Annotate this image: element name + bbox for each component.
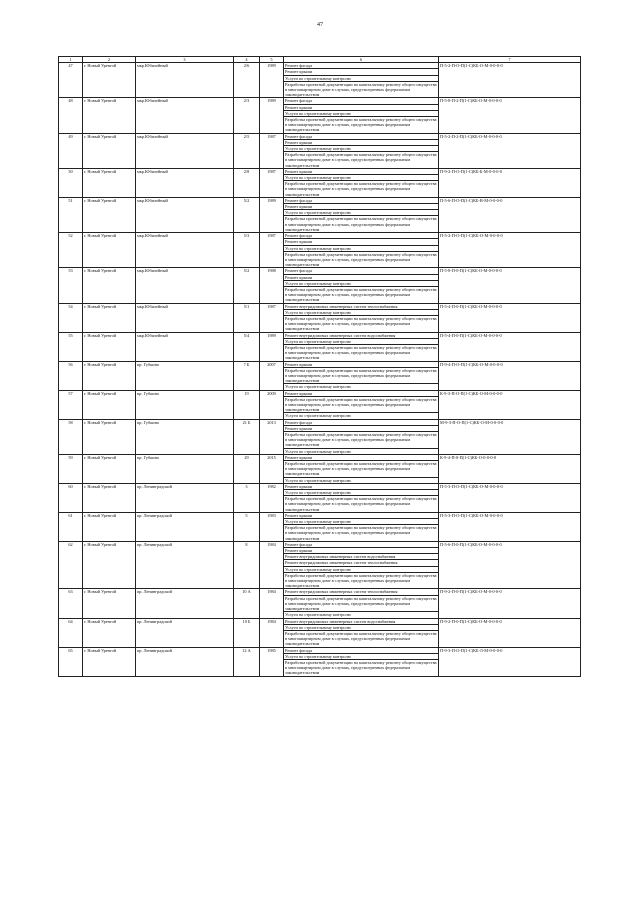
table-row: [59, 589, 581, 595]
column-header: 2: [83, 57, 136, 63]
year-cell: 1989: [260, 98, 284, 133]
work-type-cell: Разработка проектной документации на капитальному ремонту общего имущества в многоквартирном доме в случаях, предусмотренных федеральным законодательством: [285, 315, 437, 332]
code-cell: К-9-3-П-О-П(1-С)КБ-О-М-0-0-0-0: [439, 390, 581, 419]
work-type-cell: Услуги по строительному контролю: [284, 612, 439, 618]
work-type-cell: Ремонт крыши: [284, 69, 439, 75]
work-type-cell: Ремонт внутридомовых инженерных систем водоснабжения: [284, 618, 439, 624]
street-cell: пр. Губкина: [136, 454, 234, 483]
column-header: 3: [136, 57, 234, 63]
house-cell: 5/4: [234, 332, 260, 361]
work-type-cell: Услуги по строительному контролю: [284, 309, 439, 315]
work-type-cell: Разработка проектной документации на капитальному ремонту общего имущества в многоквартирном доме в случаях, предусмотренных федеральным законодательством: [285, 117, 437, 133]
house-cell: 19: [234, 390, 260, 419]
work-type-cell: Разработка проектной документации на капитальному ремонту общего имущества в многоквартирном доме в случаях, предусмотренных федеральным законодательством: [285, 286, 437, 303]
row-number: 47: [59, 63, 83, 98]
row-number: 49: [59, 133, 83, 168]
city-cell: г. Новый Уренгой: [83, 541, 136, 589]
row-number: 60: [59, 483, 83, 512]
city-cell: г. Новый Уренгой: [83, 618, 136, 647]
year-cell: 1982: [260, 483, 284, 512]
code-cell: П-9-2-П-О-П(1-С)КБ-Б-М-0-0-0-0: [439, 168, 581, 197]
work-type-cell: Услуги по строительному контролю: [284, 566, 439, 572]
page-number: 47: [317, 22, 323, 28]
code-cell: П-9-2-П-0-П(1-С)КБ-О-М-0-0-0-0: [439, 589, 581, 618]
row-number: 55: [59, 332, 83, 361]
column-header: 5: [260, 57, 284, 63]
house-cell: 7 Б: [234, 361, 260, 390]
house-cell: 10 А: [234, 589, 260, 618]
street-cell: мкр.Юбилейный: [136, 268, 234, 303]
column-header: 1: [59, 57, 83, 63]
work-type-cell: Ремонт крыши: [284, 239, 439, 245]
work-type-cell: Услуги по строительному контролю: [284, 490, 439, 496]
work-type-cell: Разработка проектной документации на капитальному ремонту общего имущества в многоквартирном доме в случаях, предусмотренных федеральным законодательством: [285, 595, 437, 612]
work-type-cell: Разработка проектной документации на капитальному ремонту общего имущества в многоквартирном доме в случаях, предусмотренных федеральным законодательством: [285, 396, 437, 413]
row-number: 56: [59, 361, 83, 390]
work-type-cell: Услуги по строительному контролю: [284, 146, 439, 152]
house-cell: 2/5: [234, 133, 260, 168]
year-cell: 1987: [260, 168, 284, 197]
year-cell: 1989: [260, 197, 284, 232]
work-type-cell: Ремонт крыши: [284, 483, 439, 489]
work-type-cell: Ремонт крыши: [284, 104, 439, 110]
year-cell: 1987: [260, 133, 284, 168]
house-cell: 8: [234, 541, 260, 589]
city-cell: г. Новый Уренгой: [83, 168, 136, 197]
street-cell: мкр.Юбилейный: [136, 303, 234, 332]
code-cell: П-5-6-П-0-П(1-С)КБ-О-М-0-0-0-0: [439, 541, 581, 589]
work-type-cell: Ремонт крыши: [284, 204, 439, 210]
work-type-cell: Ремонт фасада: [284, 63, 439, 69]
work-type-cell: Услуги по строительному контролю: [284, 384, 439, 390]
table-row: [59, 303, 581, 309]
work-type-cell: Ремонт фасада: [284, 541, 439, 547]
house-cell: 5/2: [234, 197, 260, 232]
column-header: 6: [284, 57, 439, 63]
table-row: [59, 332, 581, 338]
code-cell: П-5-3-П-О-П(1-С)КБ-О-М-0-0-0-0: [439, 512, 581, 541]
street-cell: мкр.Юбилейный: [136, 98, 234, 133]
street-cell: пр. Губкина: [136, 390, 234, 419]
work-type-cell: Ремонт внутридомовых инженерных систем теплоснабжения: [284, 560, 439, 566]
year-cell: 1985: [260, 647, 284, 676]
work-type-cell: Ремонт внутридомовых инженерных систем водоснабжения: [284, 554, 439, 560]
work-type-cell: Разработка проектной документации на капитальному ремонту общего имущества в многоквартирном доме в случаях, предусмотренных федеральным законодательством: [285, 181, 437, 197]
city-cell: г. Новый Уренгой: [83, 197, 136, 232]
work-type-cell: Услуги по строительному контролю: [284, 110, 439, 116]
work-type-cell: Ремонт крыши: [284, 512, 439, 518]
table-row: [59, 618, 581, 624]
code-cell: П-5-8-П-2-П(1-С)КБ-О-М-0-0-0-0: [439, 98, 581, 133]
house-cell: 21 Б: [234, 419, 260, 454]
capital-repair-table: [58, 56, 581, 677]
city-cell: г. Новый Уренгой: [83, 98, 136, 133]
code-cell: К-9-4-П-0-П(1-С)КБ-О-0-0-0-0: [439, 454, 581, 483]
house-cell: 5/2: [234, 268, 260, 303]
code-cell: П-5-8-П-0-П(1-С)КБ-О-М-0-0-0-0: [439, 268, 581, 303]
year-cell: 2007: [260, 361, 284, 390]
work-type-cell: Разработка проектной документации на капитальному ремонту общего имущества в многоквартирном доме в случаях, предусмотренных федеральным законодательством: [285, 525, 437, 541]
work-type-cell: Услуги по строительному контролю: [284, 210, 439, 216]
work-type-cell: Ремонт внутридомовых инженерных систем водоснабжения: [284, 332, 439, 338]
code-cell: П-9-4-П-О-П(1-С)КБ-О-М-0-0-0-0: [439, 361, 581, 390]
code-cell: П-5-6-П-О-П(1-С)КБ-В-М-0-0-0-0: [439, 197, 581, 232]
city-cell: г. Новый Уренгой: [83, 512, 136, 541]
street-cell: мкр.Юбилейный: [136, 332, 234, 361]
work-type-cell: Ремонт фасада: [284, 419, 439, 425]
year-cell: 1983: [260, 512, 284, 541]
row-number: 53: [59, 268, 83, 303]
house-cell: 5: [234, 512, 260, 541]
code-cell: П-5-2-П-2-П(1-С)КБ-О-М-0-0-0-0: [439, 133, 581, 168]
work-type-cell: Услуги по строительному контролю: [284, 175, 439, 181]
work-type-cell: Разработка проектной документации на капитальному ремонту общего имущества в многоквартирном доме в случаях, предусмотренных федеральным законодательством: [285, 630, 437, 647]
work-type-cell: Услуги по строительному контролю: [284, 280, 439, 286]
column-header: 4: [234, 57, 260, 63]
work-type-cell: Ремонт крыши: [284, 390, 439, 396]
house-cell: 5/3: [234, 233, 260, 268]
code-cell: П-9-2-П-0-П(1-С)КБ-О-М-0-0-0-0: [439, 618, 581, 647]
house-cell: 2/8: [234, 168, 260, 197]
row-number: 51: [59, 197, 83, 232]
year-cell: 1984: [260, 541, 284, 589]
work-type-cell: Услуги по строительному контролю: [284, 624, 439, 630]
work-type-cell: Ремонт крыши: [284, 425, 439, 431]
street-cell: мкр.Юбилейный: [136, 63, 234, 98]
row-number: 57: [59, 390, 83, 419]
work-type-cell: Ремонт фасада: [284, 647, 439, 653]
city-cell: г. Новый Уренгой: [83, 419, 136, 454]
work-type-cell: Ремонт крыши: [284, 361, 439, 367]
street-cell: мкр.Юбилейный: [136, 233, 234, 268]
work-type-cell: Разработка проектной документации на капитальному ремонту общего имущества в многоквартирном доме в случаях, предусмотренных федеральным законодательством: [285, 659, 437, 676]
house-cell: 29: [234, 454, 260, 483]
work-type-cell: Услуги по строительному контролю: [284, 448, 439, 454]
street-cell: пр. Ленинградский: [136, 541, 234, 589]
work-type-cell: Ремонт крыши: [284, 139, 439, 145]
work-type-cell: Услуги по строительному контролю: [284, 338, 439, 344]
city-cell: г. Новый Уренгой: [83, 483, 136, 512]
row-number: 64: [59, 618, 83, 647]
city-cell: г. Новый Уренгой: [83, 332, 136, 361]
row-number: 52: [59, 233, 83, 268]
street-cell: пр. Ленинградский: [136, 589, 234, 618]
work-type-cell: Ремонт фасада: [284, 133, 439, 139]
work-type-cell: Разработка проектной документации на капитальному ремонту общего имущества в многоквартирном доме в случаях, предусмотренных федеральным законодательством: [285, 496, 437, 512]
year-cell: 1988: [260, 268, 284, 303]
work-type-cell: Разработка проектной документации на капитальному ремонту общего имущества в многоквартирном доме в случаях, предусмотренных федеральным законодательством: [285, 432, 437, 448]
work-type-cell: Ремонт внутридомовых инженерных систем теплоснабжения: [284, 589, 439, 595]
year-cell: 1989: [260, 63, 284, 98]
house-cell: 2/3: [234, 98, 260, 133]
house-cell: 5/1: [234, 303, 260, 332]
row-number: 54: [59, 303, 83, 332]
code-cell: М-9-3-П-О-П(1-С)КБ-О-М-0-0-0-0: [439, 419, 581, 454]
street-cell: пр. Губкина: [136, 419, 234, 454]
code-cell: П-9-3-П-О-П(1-С)КБ-Л-М-0-0-0-0: [439, 647, 581, 676]
code-cell: П-5-4-П-0-П(1-С)КБ-О-М-0-0-0-0: [439, 332, 581, 361]
row-number: 48: [59, 98, 83, 133]
work-type-cell: Разработка проектной документации на капитальному ремонту общего имущества в многоквартирном доме в случаях, предусмотренных федеральным законодательством: [285, 152, 437, 168]
row-number: 65: [59, 647, 83, 676]
year-cell: 1989: [260, 332, 284, 361]
work-type-cell: Ремонт крыши: [284, 168, 439, 174]
work-type-cell: Разработка проектной документации на капитальному ремонту общего имущества в многоквартирном доме в случаях, предусмотренных федеральным законодательством: [285, 81, 437, 98]
city-cell: г. Новый Уренгой: [83, 268, 136, 303]
street-cell: мкр.Юбилейный: [136, 168, 234, 197]
code-cell: П-5-4-П-0-П(1-С)КБ-О-М-0-0-0-0: [439, 303, 581, 332]
column-header: 7: [439, 57, 581, 63]
work-type-cell: Ремонт фасада: [284, 98, 439, 104]
row-number: 61: [59, 512, 83, 541]
year-cell: 2015: [260, 454, 284, 483]
city-cell: г. Новый Уренгой: [83, 63, 136, 98]
work-type-cell: Разработка проектной документации на капитальному ремонту общего имущества в многоквартирном доме в случаях, предусмотренных федеральным законодательством: [285, 344, 437, 361]
work-type-cell: Разработка проектной документации на капитальному ремонту общего имущества в многоквартирном доме в случаях, предусмотренных федеральным законодательством: [285, 572, 437, 589]
year-cell: 2013: [260, 419, 284, 454]
work-type-cell: Ремонт внутридомовых инженерных систем теплоснабжения: [284, 303, 439, 309]
row-number: 62: [59, 541, 83, 589]
city-cell: г. Новый Уренгой: [83, 303, 136, 332]
street-cell: пр. Губкина: [136, 361, 234, 390]
work-type-cell: Ремонт фасада: [284, 197, 439, 203]
work-type-cell: Услуги по строительному контролю: [284, 413, 439, 419]
work-type-cell: Услуги по строительному контролю: [284, 653, 439, 659]
city-cell: г. Новый Уренгой: [83, 390, 136, 419]
row-number: 59: [59, 454, 83, 483]
work-type-cell: Ремонт крыши: [284, 274, 439, 280]
year-cell: 1984: [260, 618, 284, 647]
work-type-cell: Услуги по строительному контролю: [284, 245, 439, 251]
work-type-cell: Услуги по строительному контролю: [284, 477, 439, 483]
street-cell: мкр.Юбилейный: [136, 197, 234, 232]
work-type-cell: Ремонт крыши: [284, 454, 439, 460]
work-type-cell: Разработка проектной документации на капитальному ремонту общего имущества в многоквартирном доме в случаях, предусмотренных федеральным законодательством: [285, 461, 437, 477]
street-cell: пр. Ленинградский: [136, 618, 234, 647]
work-type-cell: Разработка проектной документации на капитальному ремонту общего имущества в многоквартирном доме в случаях, предусмотренных федеральным законодательством: [285, 251, 437, 268]
house-cell: 12 А: [234, 647, 260, 676]
street-cell: мкр.Юбилейный: [136, 133, 234, 168]
house-cell: 3: [234, 483, 260, 512]
work-type-cell: Услуги по строительному контролю: [284, 75, 439, 81]
city-cell: г. Новый Уренгой: [83, 647, 136, 676]
street-cell: пр. Ленинградский: [136, 483, 234, 512]
year-cell: 1987: [260, 233, 284, 268]
year-cell: 1987: [260, 303, 284, 332]
row-number: 50: [59, 168, 83, 197]
code-cell: П-5-2-П-О-П(1-С)КБ-О-М-0-0-0-0: [439, 63, 581, 98]
code-cell: П-5-3-П-О-П(1-С)КБ-О-М-0-0-0-0: [439, 483, 581, 512]
work-type-cell: Услуги по строительному контролю: [284, 519, 439, 525]
city-cell: г. Новый Уренгой: [83, 133, 136, 168]
row-number: 63: [59, 589, 83, 618]
street-cell: пр. Ленинградский: [136, 512, 234, 541]
house-cell: 2/6: [234, 63, 260, 98]
work-type-cell: Разработка проектной документации на капитальному ремонту общего имущества в многоквартирном доме в случаях, предусмотренных федеральным законодательством: [285, 216, 437, 232]
work-type-cell: Разработка проектной документации на капитальному ремонту общего имущества в многоквартирном доме в случаях, предусмотренных федеральным законодательством: [285, 367, 437, 384]
year-cell: 2009: [260, 390, 284, 419]
row-number: 58: [59, 419, 83, 454]
work-type-cell: Ремонт фасада: [284, 268, 439, 274]
house-cell: 10 Б: [234, 618, 260, 647]
city-cell: г. Новый Уренгой: [83, 361, 136, 390]
work-type-cell: Ремонт фасада: [284, 233, 439, 239]
year-cell: 1984: [260, 589, 284, 618]
city-cell: г. Новый Уренгой: [83, 589, 136, 618]
code-cell: П-5-2-П-О-П(1-С)КБ-О-М-0-0-0-0: [439, 233, 581, 268]
work-type-cell: Ремонт крыши: [284, 548, 439, 554]
city-cell: г. Новый Уренгой: [83, 233, 136, 268]
street-cell: пр. Ленинградский: [136, 647, 234, 676]
city-cell: г. Новый Уренгой: [83, 454, 136, 483]
